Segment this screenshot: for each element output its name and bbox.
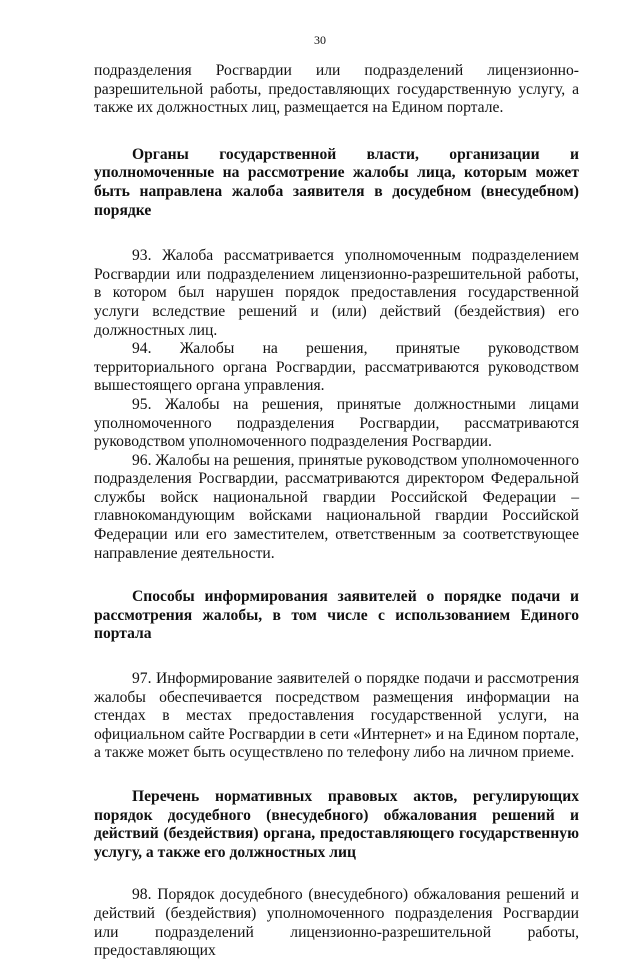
page-content: [94, 62, 579, 961]
paragraph-95: 95. Жалобы на решения, принятые должностными лицами уполномоченного подразделения Росгвардии, рассматриваются руководством уполномоченного подразделения Росгвардии.: [94, 395, 579, 451]
paragraph-98: 98. Порядок досудебного (внесудебного) обжалования решений и действий (бездействия) уполномоченного подразделения Росгвардии или подразделений лицензионно-разрешительной работы, предоставляющих: [94, 886, 579, 960]
paragraph-93: 93. Жалоба рассматривается уполномоченным подразделением Росгвардии или подразделением лицензионно-разрешительной работы, в котором был нарушен порядок предоставления государственной услуги вследствие решений и (или) действий (бездействия) его должностных лиц.: [94, 247, 579, 339]
paragraph-continuation: подразделения Росгвардии или подразделений лицензионно-разрешительной работы, предоставляющих государственную услугу, а также их должностных лиц, размещается на Едином портале.: [94, 62, 579, 117]
section-heading-complaint-bodies: Органы государственной власти, организации и уполномоченные на рассмотрение жалобы лица, которым может быть направлена жалоба заявителя в досудебном (внесудебном) порядке: [94, 145, 579, 219]
page-number: 30: [314, 33, 326, 47]
paragraph-97: 97. Информирование заявителей о порядке подачи и рассмотрения жалобы обеспечивается посредством размещения информации на стендах в местах предоставления государственной услуги, на официальном сайте Росгвардии в сети «Интернет» и на Едином портале, а также может быть осуществлено по телефону либо на личном приеме.: [94, 670, 579, 762]
section-heading-informing-methods: Способы информирования заявителей о порядке подачи и рассмотрения жалобы, в том числе с использованием Единого портала: [94, 588, 579, 643]
paragraph-94: 94. Жалобы на решения, принятые руководством территориального органа Росгвардии, рассматриваются руководством вышестоящего органа управления.: [94, 340, 579, 395]
section-heading-legal-acts: Перечень нормативных правовых актов, регулирующих порядок досудебного (внесудебного) обжалования решений и действий (бездействия) органа, предоставляющего государственную услугу, а также его должностных лиц: [94, 788, 579, 861]
paragraph-96: 96. Жалобы на решения, принятые руководством уполномоченного подразделения Росгвардии, рассматриваются директором Федеральной службы войск национальной гвардии Российской Федерации – главнокомандующим войсками национальной гвардии Российской Федерации или его заместителем, ответственным за соответствующее направление деятельности.: [94, 451, 579, 562]
